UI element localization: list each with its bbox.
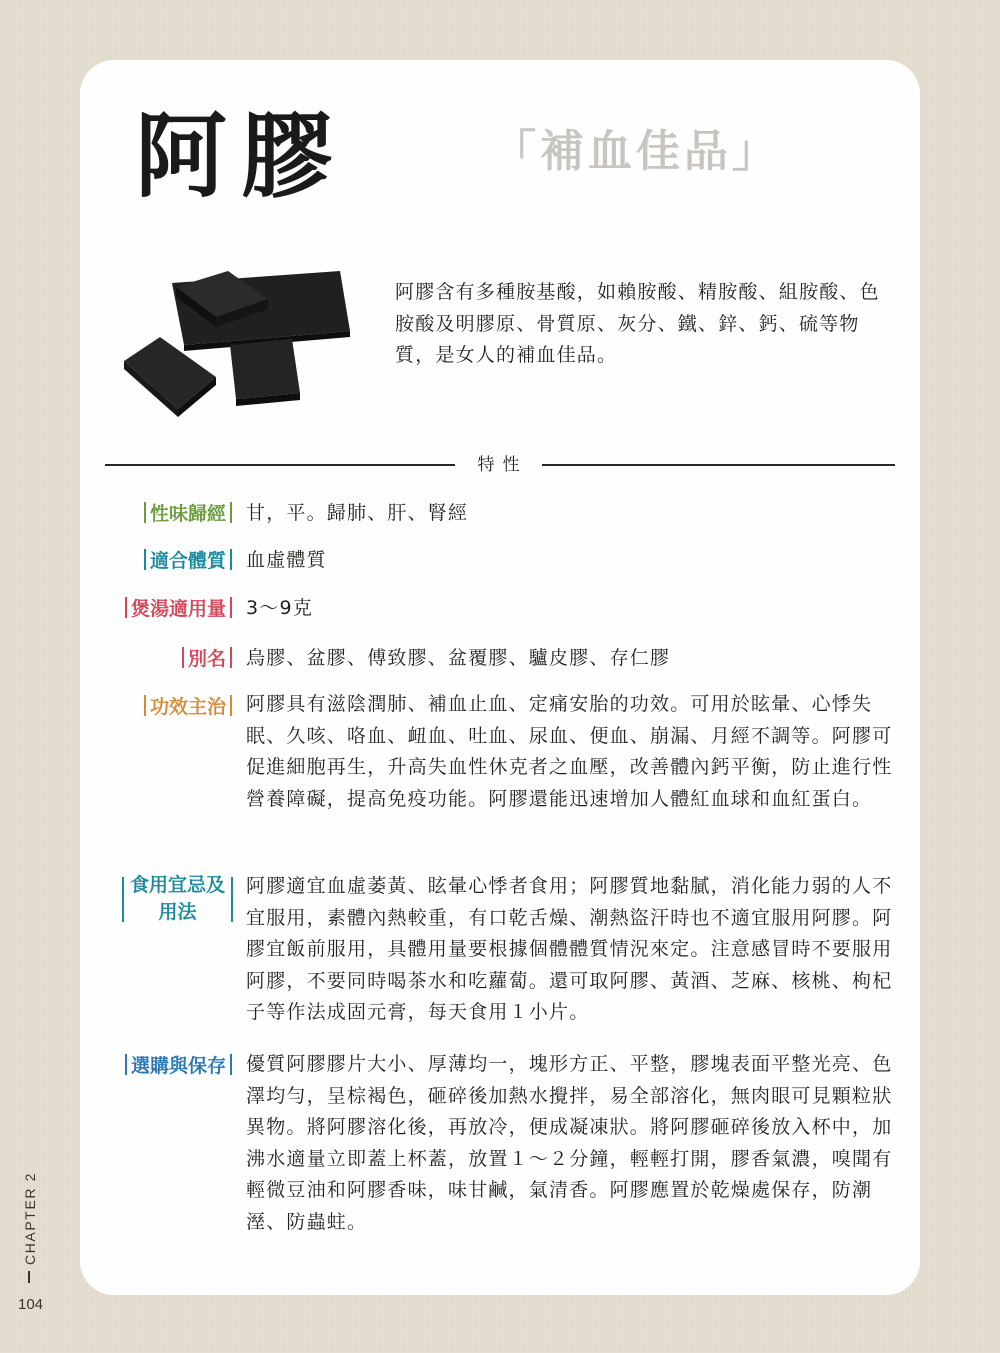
constitution-label: 適合體質 xyxy=(144,547,232,575)
dosage-label: 煲湯適用量 xyxy=(125,595,232,623)
alias-label: 別名 xyxy=(182,645,232,673)
usage-label xyxy=(130,872,225,926)
page-subtitle: 「補血佳品」 xyxy=(492,126,780,177)
efficacy-label: 功效主治 xyxy=(144,693,232,721)
ejiao-image xyxy=(120,265,365,440)
storage-label: 選購與保存 xyxy=(125,1052,232,1080)
alias-value: 烏膠、盆膠、傅致膠、盆覆膠、驢皮膠、存仁膠 xyxy=(246,647,671,669)
intro-text: 阿膠含有多種胺基酸，如賴胺酸、精胺酸、組胺酸、色胺酸及明膠原、骨質原、灰分、鐵、鋅、鈣、硫等物質，是女人的補血佳品。 xyxy=(395,281,880,366)
nature-value: 甘，平。歸肺、肝、腎經 xyxy=(246,502,469,524)
section-divider xyxy=(105,451,895,479)
divider-line-right xyxy=(542,464,895,466)
usage-label-bar-right xyxy=(231,877,233,922)
constitution-value: 血虛體質 xyxy=(246,549,327,571)
usage-label-line2: 用法 xyxy=(158,901,197,923)
usage-label-bar-left xyxy=(122,877,124,922)
divider-line-left xyxy=(105,464,455,466)
dosage-value: 3～9克 xyxy=(246,597,313,619)
section-title: 特性 xyxy=(477,455,528,475)
ejiao-block-right xyxy=(230,339,300,399)
usage-label-line1: 食用宜忌及 xyxy=(129,874,225,896)
chapter-text: CHAPTER 2 xyxy=(22,1172,38,1265)
storage-value: 優質阿膠膠片大小、厚薄均一，塊形方正、平整，膠塊表面平整光亮、色澤均勻，呈棕褐色，砸碎後加熱水攪拌，易全部溶化，無肉眼可見顆粒狀異物。將阿膠溶化後，再放冷，便成凝凍狀。將阿膠砸碎後放入杯中，加沸水適量立即蓋上杯蓋，放置１～２分鐘，輕輕打開，膠香氣濃，嗅聞有輕微豆油和阿膠香味，味甘鹹，氣清香。阿膠應置於乾燥處保存，防潮溼、防蟲蛀。 xyxy=(246,1053,893,1233)
nature-label: 性味歸經 xyxy=(144,500,232,528)
page-title: 阿膠 xyxy=(135,102,348,210)
chapter-separator xyxy=(28,1271,30,1283)
efficacy-value: 阿膠具有滋陰潤肺、補血止血、定痛安胎的功效。可用於眩暈、心悸失眠、久咳、咯血、衄血、吐血、尿血、便血、崩漏、月經不調等。阿膠可促進細胞再生，升高失血性休克者之血壓，改善體內鈣平衡，防止進行性營養障礙，提高免疫功能。阿膠還能迅速增加人體紅血球和血紅蛋白。 xyxy=(246,693,893,810)
page-number: 104 xyxy=(18,1296,44,1313)
usage-value: 阿膠適宜血虛萎黃、眩暈心悸者食用；阿膠質地黏膩，消化能力弱的人不宜服用，素體內熱較重，有口乾舌燥、潮熱盜汗時也不適宜服用阿膠。阿膠宜飯前服用，具體用量要根據個體體質情況來定。注意感冒時不要服用阿膠，不要同時喝茶水和吃蘿蔔。還可取阿膠、黃酒、芝麻、核桃、枸杞子等作法成固元膏，每天食用１小片。 xyxy=(246,875,893,1023)
